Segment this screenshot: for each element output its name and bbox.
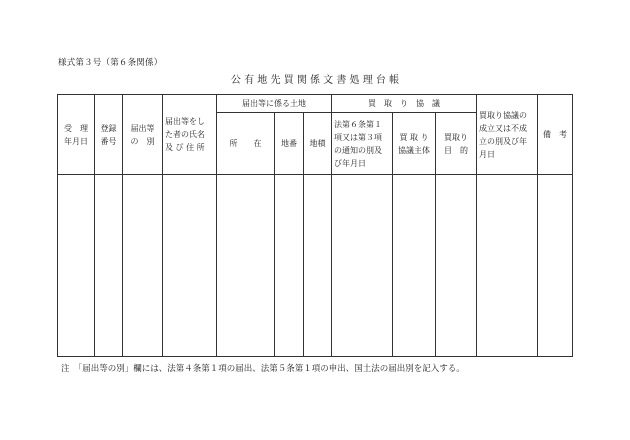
cell-location [217, 175, 275, 357]
header-lot-number: 地番 [275, 113, 304, 175]
cell-purchase-subject [393, 175, 436, 357]
cell-purchase-purpose [436, 175, 477, 357]
cell-received-date [58, 175, 95, 357]
header-group-land: 届出等に係る土地 [217, 95, 332, 113]
cell-registration-number [95, 175, 123, 357]
cell-notice-date [332, 175, 393, 357]
header-notification-type: 届出等 の 別 [123, 95, 163, 175]
header-agreement-result: 買取り協議の 成立又は不成 立の別及び年 月日 [477, 95, 538, 175]
cell-notification-type [123, 175, 163, 357]
header-purchase-purpose: 買取り 目 的 [436, 113, 477, 175]
header-received-date: 受 理 年月日 [58, 95, 95, 175]
ledger-table [57, 94, 573, 357]
footnote: 注 「届出等の別」欄には、法第４条第１項の届出、法第５条第１項の申出、国土法の届出別を記入する。 [61, 364, 465, 374]
header-notice-date: 法第６条第１ 項又は第３項 の通知の別及 び年月日 [332, 113, 393, 175]
cell-agreement-result [477, 175, 538, 357]
table-row [58, 175, 573, 357]
header-registration-number: 登録 番号 [95, 95, 123, 175]
header-land-area: 地積 [304, 113, 332, 175]
header-notifier-name-address: 届出等をし た者の氏名 及 び 住 所 [163, 95, 217, 175]
cell-notifier-name-address [163, 175, 217, 357]
cell-lot-number [275, 175, 304, 357]
page-title: 公 有 地 先 買 関 係 文 書 処 理 台 帳 [230, 75, 400, 86]
header-remarks: 備 考 [538, 95, 573, 175]
form-number: 様式第３号（第６条関係） [58, 58, 163, 68]
cell-remarks [538, 175, 573, 357]
header-group-purchase: 買 取 り 協 議 [332, 95, 477, 113]
cell-land-area [304, 175, 332, 357]
header-purchase-subject: 買 取 り 協議主体 [393, 113, 436, 175]
header-location: 所 在 [217, 113, 275, 175]
